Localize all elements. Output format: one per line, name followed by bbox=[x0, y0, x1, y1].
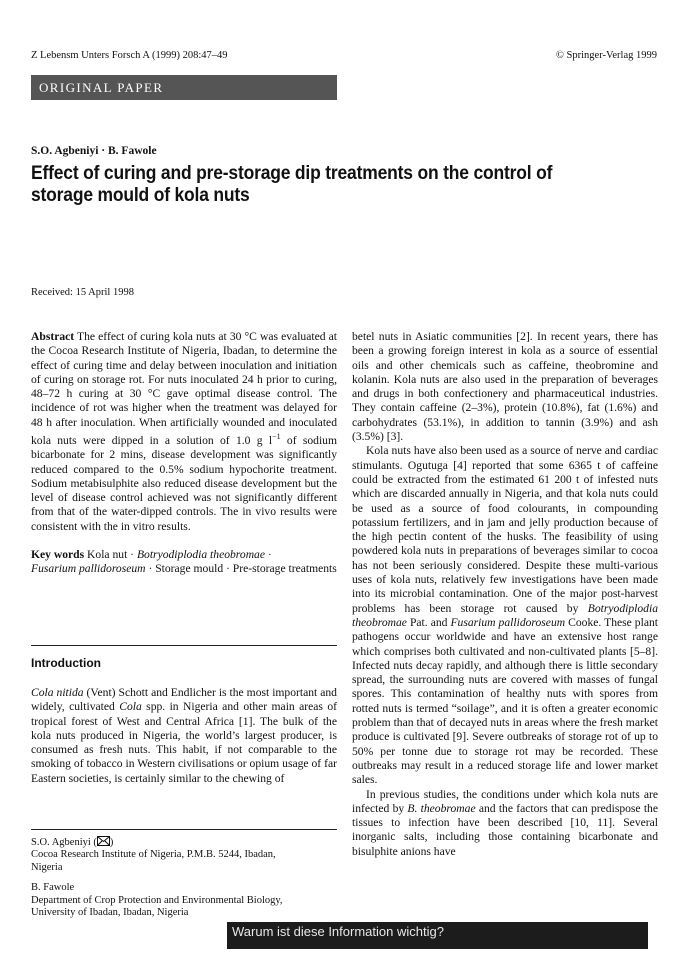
introduction-heading: Introduction bbox=[31, 656, 101, 670]
abstract-text-1: The effect of curing kola nuts at 30 °C was evaluated at the Cocoa Research Institute of Nigeria, Ibadan, to determine the effect of curing time and delay between inoculation and initiation of curing on storage rot. For nuts inoculated 24 h prior to curing, 48–72 h curing at 30 °C gave optimal disease control. The incidence of rot was higher when the treatment was delayed for 48 h after inoculation. When artificially wounded and inoculated kola nuts were dipped in a solution of 1.0 g l bbox=[31, 330, 337, 447]
keywords-label: Key words bbox=[31, 548, 85, 562]
keyword-text: · Storage mould · Pre-storage treatments bbox=[145, 562, 337, 576]
affiliation-1 bbox=[31, 836, 337, 874]
publisher-copyright: © Springer-Verlag 1999 bbox=[555, 50, 657, 61]
body-italic: Fusarium pallidoroseum bbox=[450, 615, 566, 629]
keywords-paragraph bbox=[31, 548, 337, 577]
intro-text: spp. in Nigeria and other main areas of tropical forest of West and Central Africa [1]. The bulk of the kola nuts produced in Nigeria, the world’s largest producer, is consumed as fresh nuts. This habit, if not comparable to the smoking of tobacco in Western civilisations or opium usage of far Eastern societies, is certainly similar to the chewing of bbox=[31, 700, 337, 785]
received-date: Received: 15 April 1998 bbox=[31, 287, 134, 298]
body-italic: Botryodiplodia theobromae bbox=[352, 601, 658, 629]
info-tooltip[interactable]: Warum ist diese Information wichtig? bbox=[227, 922, 648, 949]
journal-citation: Z Lebensm Unters Forsch A (1999) 208:47–49 bbox=[31, 50, 228, 61]
body-paragraph bbox=[352, 444, 658, 787]
keyword-sep: · bbox=[265, 548, 272, 562]
body-paragraph: betel nuts in Asiatic communities [2]. In recent years, there has been a growing foreign interest in kola as a source of essential oils and other chemicals such as caffeine, theobromine and kolanin. Kola nuts are also used in the preparation of beverages and drugs in both confectionery and pharmaceutical industries. They contain caffeine (2–3%), protein (10.8%), fat (1.6%) and carbohydrates (53.1%), in addition to tannin (3.9%) and ash (3.5%) [3]. bbox=[352, 330, 658, 444]
body-text: In previous studies, the conditions under which kola nuts are infected by bbox=[352, 787, 658, 815]
body-italic: B. theobromae bbox=[407, 801, 476, 815]
abstract-paragraph bbox=[31, 330, 337, 534]
affiliation-2 bbox=[31, 882, 337, 919]
footnote-divider bbox=[31, 829, 337, 830]
section-divider bbox=[31, 645, 337, 646]
intro-text: (Vent) Schott and Endlicher is the most important and widely, cultivated bbox=[31, 686, 337, 714]
abstract-superscript: −1 bbox=[272, 432, 281, 442]
authors: S.O. Agbeniyi · B. Fawole bbox=[31, 145, 157, 157]
body-paragraph bbox=[352, 788, 658, 859]
abstract-text-2: of sodium bicarbonate for 2 mins, disease development was significantly reduced compared to the 0.5% sodium hypochorite treatment. Sodium metabisulphite also reduced disease development but the level of disease control achieved was not significantly different from that of the water-dipped controls. The in vivo results were consistent with the in vitro results. bbox=[31, 433, 337, 533]
intro-italic: Cola bbox=[119, 700, 142, 714]
body-text: Kola nuts have also been used as a source of nerve and cardiac stimulants. Ogutuga [4] reported that some 6365 t of caffeine could be extracted from the estimated 61 200 t of infested nuts which are discarded annually in Nigeria, and that kola nuts could be used as a source of food colourants, in compounding potassium fertilizers, and in jam and jelly production because of the high pectin content of the husks. The feasibility of using powdered kola nuts in preparations of beverages similar to cocoa has not been seriously considered. Despite these multi-various uses of kola nuts, relatively few investigations have been made into its microbial contamination. One of the major post-harvest problems has been storage rot caused by bbox=[352, 444, 658, 615]
author-name-close: ) bbox=[109, 837, 114, 848]
abstract-section bbox=[31, 330, 337, 577]
right-column bbox=[352, 330, 658, 859]
body-text: Cooke. These plant pathogens occur worldwide and have an extensive host range which comprises both cultivated and non-cultivated plants [5–8]. Infected nuts decay rapidly, and although there is little secondary spread, the surrounding nuts are covered with masses of fungal spores. This contamination of healthy nuts with spores from rotted nuts is termed “soilage”, and it is often a greater economic problem than that of decayed nuts in areas where the fresh market produce is cultivated [9]. Severe outbreaks of storage rot of up to 50% per tonne due to storage rot may be recorded. These outbreaks may result in a reduced storage life and lower market sales. bbox=[352, 615, 658, 787]
paper-title: Effect of curing and pre-storage dip treatments on the control of storage mould of kola nuts bbox=[31, 163, 553, 206]
article-type-banner: ORIGINAL PAPER bbox=[31, 75, 337, 100]
affiliation-address: Cocoa Research Institute of Nigeria, P.M.B. 5244, Ibadan, bbox=[31, 849, 276, 861]
affiliation-country: Nigeria bbox=[31, 861, 63, 873]
keyword-text: Kola nut · bbox=[84, 548, 137, 562]
affiliation-department: Department of Crop Protection and Environmental Biology, bbox=[31, 894, 283, 906]
author-name: B. Fawole bbox=[31, 882, 75, 894]
keyword-italic: Fusarium pallidoroseum bbox=[31, 562, 146, 576]
envelope-icon[interactable] bbox=[97, 836, 110, 846]
affiliations bbox=[31, 836, 337, 919]
body-text: Pat. and bbox=[406, 615, 451, 629]
body-text: and the factors that can predispose the tissues to infection have been described [10, 11]. Several inorganic salts, including those containing bicarbonate and bisulphite anions have bbox=[352, 801, 658, 858]
author-name: S.O. Agbeniyi ( bbox=[31, 837, 97, 848]
abstract-label: Abstract bbox=[31, 330, 75, 343]
introduction-paragraph bbox=[31, 686, 337, 786]
keyword-italic: Botryodiplodia theobromae bbox=[136, 548, 266, 562]
affiliation-university: University of Ibadan, Ibadan, Nigeria bbox=[31, 907, 189, 919]
intro-italic: Cola nitida bbox=[31, 686, 84, 699]
